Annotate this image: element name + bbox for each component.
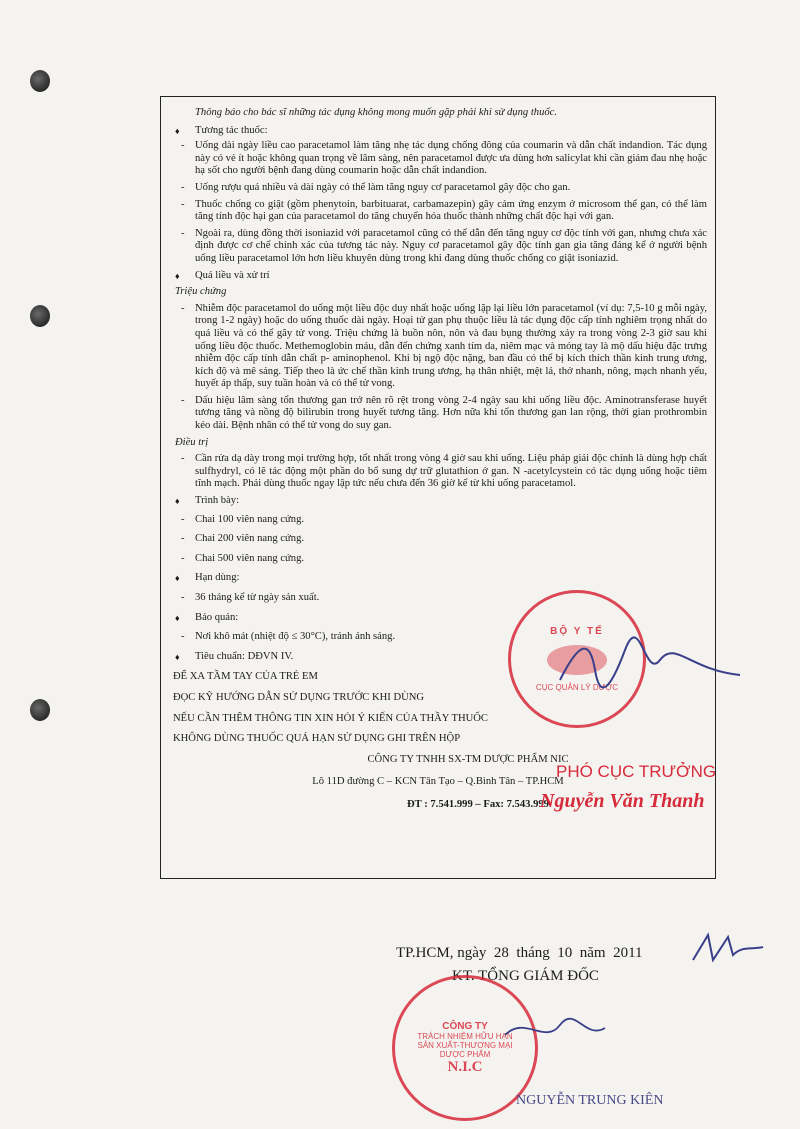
signer-name: NGUYỄN TRUNG KIÊN: [516, 1093, 664, 1108]
warning-line: NẾU CẦN THÊM THÔNG TIN XIN HỎI Ý KIẾN CỦA THẦY THUỐC: [173, 712, 488, 724]
company-stamp-line: N.I.C: [447, 1058, 483, 1075]
intro-note: Thông báo cho bác sĩ những tác dụng không mong muốn gặp phải khi sử dụng thuốc.: [195, 107, 558, 118]
company-name: CÔNG TY TNHH SX-TM DƯỢC PHẨM NIC: [367, 753, 569, 765]
ministry-stamp-line: CỤC QUẢN LÝ DƯỢC: [535, 683, 619, 692]
ministry-stamp-line: BỘ Y TẾ: [550, 626, 604, 637]
treatment-heading: Điều trị: [175, 436, 209, 448]
initials-signature: [688, 925, 768, 975]
presentation-item: - Chai 200 viên nang cứng.: [169, 533, 707, 546]
company-stamp-line: DƯỢC PHẨM: [439, 1049, 491, 1059]
warning-line: ĐỌC KỸ HƯỚNG DẪN SỬ DỤNG TRƯỚC KHI DÙNG: [173, 691, 425, 703]
warning-line: KHÔNG DÙNG THUỐC QUÁ HẠN SỬ DỤNG GHI TRÊN HỘP: [173, 733, 461, 745]
ministry-signature: [550, 630, 750, 700]
deputy-director-name: Nguyễn Văn Thanh: [540, 790, 705, 812]
warning-line: ĐỂ XA TẦM TAY CỦA TRẺ EM: [173, 671, 318, 683]
presentation-item: - Chai 100 viên nang cứng.: [169, 514, 707, 527]
company-stamp-line: CÔNG TY: [442, 1020, 488, 1032]
symptom-item: - Dấu hiệu lâm sàng tổn thương gan trở nên rõ rệt trong vòng 2-4 ngày sau khi uống liều độc. Aminotransferase huyết tương tăng và nồng độ bilirubin trong huyết tương tăng. Hơn nữa khi tổn thương gan lan rộng, thời gian prothrombin kéo dài. Bệnh nhân có thể tử vong do suy gan.: [169, 395, 707, 433]
symptoms-heading: Triệu chứng: [175, 286, 227, 298]
presentation-heading: ♦ Trình bày:: [169, 495, 707, 508]
signer-role: KT. TỔNG GIÁM ĐỐC: [452, 968, 599, 984]
date-line: TP.HCM, ngày 28 tháng 10 năm 2011: [396, 945, 643, 961]
deputy-director-title: PHÓ CỤC TRƯỞNG: [556, 762, 717, 781]
overdose-heading: ♦ Quá liều và xử trí: [169, 270, 707, 283]
interaction-item: - Thuốc chống co giật (gồm phenytoin, barbituarat, carbamazepin) gây cảm ứng enzym ở microsom thể gan, có thể làm tăng tính độc hại gan của paracetamol do tăng chuyển hóa thuốc thành những chất độc hại với gan.: [169, 199, 707, 224]
treatment-item: - Cần rửa dạ dày trong mọi trường hợp, tốt nhất trong vòng 4 giờ sau khi uống. Liệu pháp giải độc chính là dùng hợp chất sulfhydryl, có lẽ tác động một phần do bổ sung dự trữ glutathion ở gan. N -acetylcystein có tác dụng uống hoặc tiêm tĩnh mạch. Phải dùng thuốc ngay lập tức nếu chưa đến 36 giờ kể từ khi uống paracetamol.: [169, 453, 707, 491]
presentation-item: - Chai 500 viên nang cứng.: [169, 553, 707, 566]
company-address: Lô 11D đường C – KCN Tân Tạo – Q.Bình Tân – TP.HCM: [312, 776, 564, 788]
punch-hole-bottom: [30, 699, 50, 721]
interaction-item: - Uống dài ngày liều cao paracetamol làm tăng nhẹ tác dụng chống đông của coumarin và dẫn chất indandion. Tác dụng này có vẻ ít hoặc không quan trọng về lâm sàng, nên paracetamol được ưa dùng hơn salicylat khi cần giảm đau nhẹ hoặc hạ sốt cho người bệnh đang dùng coumarin hoặc dẫn chất indandion.: [169, 140, 707, 178]
expiry-heading: ♦ Hạn dùng:: [169, 572, 707, 585]
company-stamp-line: SẢN XUẤT-THƯƠNG MẠI: [417, 1040, 513, 1050]
punch-hole-middle: [30, 305, 50, 327]
interaction-heading: ♦ Tương tác thuốc:: [169, 125, 707, 138]
interaction-item: - Ngoài ra, dùng đồng thời isoniazid với paracetamol cũng có thể dẫn đến tăng nguy cơ độc tính với gan, nhưng chưa xác định được cơ chế chính xác của tương tác này. Nguy cơ paracetamol gây độc tính gan gia tăng đáng kể ở người bệnh uống liều paracetamol lớn hơn liều khuyên dùng trong khi đang dùng thuốc chống co giật isoniazid.: [169, 228, 707, 266]
director-signature: [500, 1010, 610, 1050]
standard-line: ♦ Tiêu chuẩn: DĐVN IV.: [169, 651, 707, 664]
company-phone: ĐT : 7.541.999 – Fax: 7.543.999: [407, 798, 549, 810]
company-stamp-line: TRÁCH NHIỆM HỮU HẠN: [417, 1031, 513, 1041]
punch-hole-top: [30, 70, 50, 92]
interaction-item: - Uống rượu quá nhiều và dài ngày có thể làm tăng nguy cơ paracetamol gây độc cho gan.: [169, 182, 707, 195]
expiry-item: - 36 tháng kể từ ngày sản xuất.: [169, 592, 707, 605]
storage-item: - Nơi khô mát (nhiệt độ ≤ 30°C), tránh ánh sáng.: [169, 631, 707, 644]
storage-heading: ♦ Bảo quản:: [169, 612, 707, 625]
symptom-item: - Nhiễm độc paracetamol do uống một liều độc duy nhất hoặc uống lặp lại liều lớn paracetamol (ví dụ: 7,5-10 g mỗi ngày, trong 1-2 ngày) hoặc do uống thuốc dài ngày. Hoại tử gan phụ thuộc liều là tác dụng độc cấp tính nghiêm trọng nhất do quá liều và có thể gây tử vong. Triệu chứng là buồn nôn, nôn và đau bụng thường xảy ra trong vòng 2-3 giờ sau khi uống liều độc thuốc. Methemoglobin máu, dẫn đến chứng xanh tím da, niêm mạc và móng tay là mộ dấu hiệu đặc trưng nhiễm độc cấp tính dẫn chất p- aminophenol. Khi bị ngộ độc nặng, ban đầu có thể bị kích thích thần kinh trung ương, kích độ và mê sảng. Tiếp theo là ức chế thần kinh trung ương, hạ thân nhiệt, mệt lả, thở nhanh, nông, mạch nhanh yếu, huyết áp thấp, suy tuần hoàn và có thể tử vong.: [169, 303, 707, 391]
